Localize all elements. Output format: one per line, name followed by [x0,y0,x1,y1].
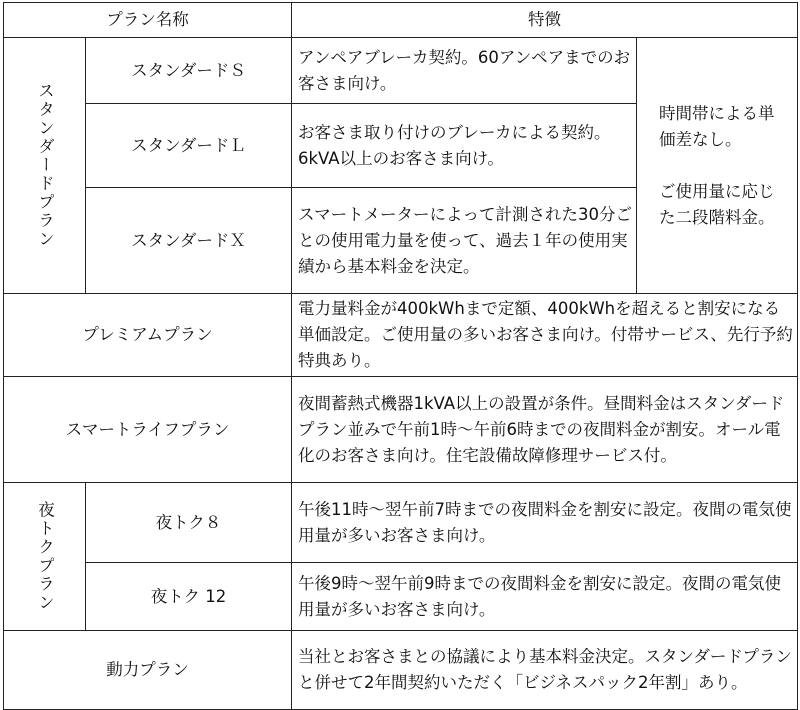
table-row [4,38,798,104]
header-row [4,3,798,38]
plan-name: スタンダードＸ [86,188,292,294]
plan-table [3,2,798,710]
plan-description: 夜間蓄熱式機器1kVA以上の設置が条件。昼間料金はスタンダードプラン並みで午前1時～午前6時までの夜間料金が割安。オール電化のお客さま向け。住宅設備故障修理サービス付。 [292,377,798,483]
plan-description: 電力量料金が400kWhまで定額、400kWhを超えると割安になる単価設定。ご使用量の多いお客さま向け。付帯サービス、先行予約特典あり。 [292,294,798,377]
plan-name: 夜トク 12 [86,563,292,631]
table-row [4,483,798,563]
plan-name: スタンダードＬ [86,104,292,188]
plan-name: スタンダードＳ [86,38,292,104]
table-row [4,563,798,631]
table-row [4,377,798,483]
plan-description: 午後11時～翌午前7時までの夜間料金を割安に設定。夜間の電気使用量が多いお客さま向け。 [292,483,798,563]
features-header: 特徴 [292,3,798,38]
plan-description: アンペアブレーカ契約。60アンペアまでのお客さま向け。 [292,38,637,104]
plan-description: 当社とお客さまとの協議により基本料金決定。スタンダードプランと併せて2年間契約いただく「ビジネスパック2年割」あり。 [292,631,798,710]
plan-description: 午後9時～翌午前9時までの夜間料金を割安に設定。夜間の電気使用量が多いお客さま向け。 [292,563,798,631]
table-row [4,294,798,377]
plan-name-header: プラン名称 [4,3,292,38]
plan-name: 夜トク８ [86,483,292,563]
yoru-group-label: 夜トクプラン [4,483,86,631]
table-row [4,631,798,710]
standard-group-label: スタンダードプラン [4,38,86,294]
plan-name: スマートライフプラン [4,377,292,483]
plan-description: スマートメーターによって計測された30分ごとの使用電力量を使って、過去１年の使用実績から基本料金を決定。 [292,188,637,294]
plan-description: お客さま取り付けのブレーカによる契約。6kVA以上のお客さま向け。 [292,104,637,188]
standard-note [637,38,798,294]
plan-name: プレミアムプラン [4,294,292,377]
note-line: ご使用量に応じた二段階料金。 [659,181,775,227]
note-line: 時間帯による単価差なし。 [659,103,775,149]
plan-name: 動力プラン [4,631,292,710]
